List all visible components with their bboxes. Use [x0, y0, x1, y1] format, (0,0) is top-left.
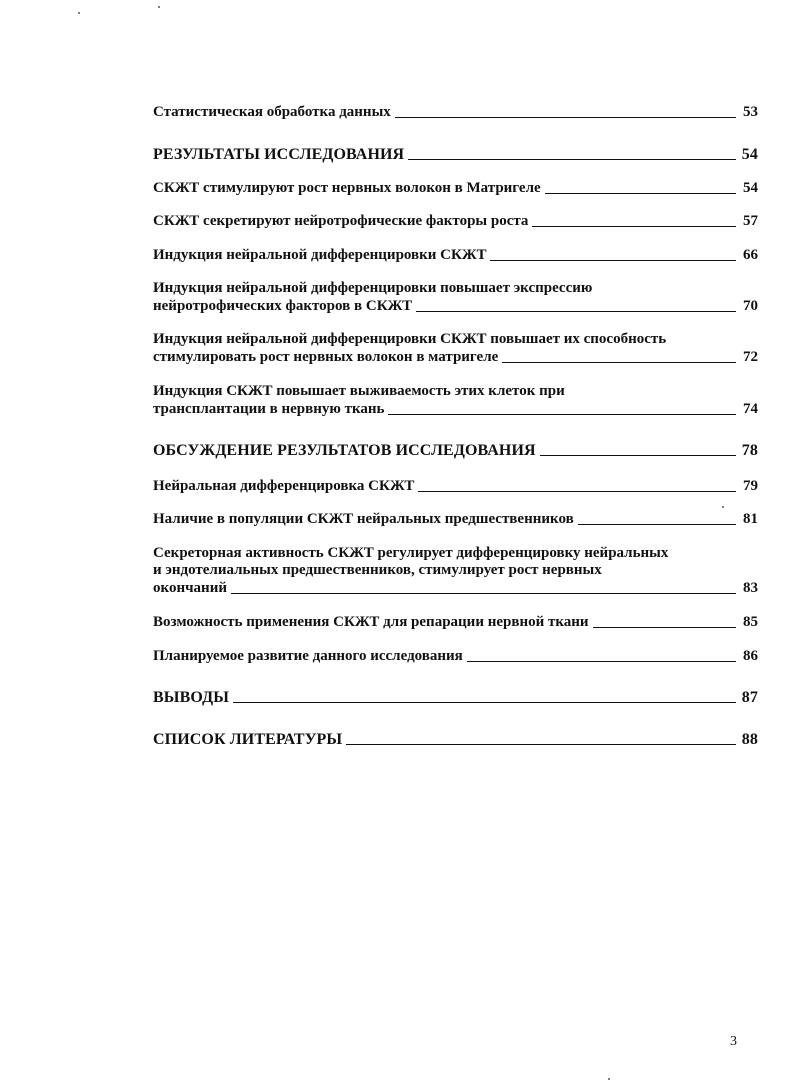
dot-leader — [233, 701, 736, 703]
scan-speck — [722, 506, 724, 508]
toc-entry-title: нейротрофических факторов в СКЖТ — [153, 298, 413, 314]
dot-leader — [408, 158, 736, 160]
toc-entry-title: Планируемое развитие данного исследования — [153, 648, 463, 664]
toc-entry-page: 78 — [741, 442, 758, 459]
toc-entry-row — [153, 579, 758, 597]
toc-entry-line: Индукция нейральной дифференцировки СКЖТ повышает их способность — [153, 331, 667, 347]
toc-entry-references[interactable] — [153, 730, 758, 748]
toc-entry-row — [153, 179, 758, 197]
scan-speck — [158, 6, 160, 8]
toc-entry-line: Индукция СКЖТ повышает выживаемость этих клеток при — [153, 383, 565, 399]
toc-entry-page: 53 — [743, 104, 758, 120]
toc-entry-induction-ability[interactable] — [153, 331, 758, 366]
toc-entry-page: 74 — [743, 401, 758, 417]
toc-entry-title: СКЖТ стимулируют рост нервных волокон в Матригеле — [153, 180, 541, 196]
toc-entry-row — [153, 730, 758, 748]
toc-entry-title: стимулировать рост нервных волокон в матригеле — [153, 349, 499, 365]
toc-entry-title: Индукция нейральной дифференцировки СКЖТ — [153, 247, 487, 263]
toc-entry-row — [153, 510, 758, 528]
toc-entry-row — [153, 441, 758, 459]
toc-entry-row — [153, 103, 758, 121]
dot-leader — [502, 361, 736, 363]
toc-entry-page: 87 — [741, 689, 758, 706]
toc-entry-line: Секреторная активность СКЖТ регулирует дифференцировку нейральных — [153, 545, 669, 561]
toc-entry-title: Статистическая обработка данных — [153, 104, 391, 120]
toc-entry-survival[interactable] — [153, 383, 758, 418]
toc-entry-induction-expression[interactable] — [153, 280, 758, 315]
scan-speck — [608, 1078, 610, 1080]
toc-entry-repair[interactable] — [153, 613, 758, 631]
toc-entry-page: 72 — [743, 349, 758, 365]
toc-entry-precursors[interactable] — [153, 510, 758, 528]
toc-entry-page: 83 — [743, 580, 758, 596]
toc-entry-row — [153, 647, 758, 665]
toc-entry-page: 54 — [743, 180, 758, 196]
toc-entry-line: Индукция нейральной дифференцировки повышает экспрессию — [153, 280, 593, 296]
toc-entry-row — [153, 145, 758, 163]
toc-entry-row — [153, 613, 758, 631]
dot-leader — [467, 660, 736, 662]
toc-entry-title: трансплантации в нервную ткань — [153, 401, 385, 417]
toc-entry-page: 81 — [743, 511, 758, 527]
toc-entry-page: 86 — [743, 648, 758, 664]
dot-leader — [416, 310, 736, 312]
toc-entry-neural-induction[interactable] — [153, 246, 758, 264]
toc-entry-row — [153, 212, 758, 230]
toc-entry-line: и эндотелиальных предшественников, стимулирует рост нервных — [153, 562, 602, 578]
toc-entry-title: ОБСУЖДЕНИЕ РЕЗУЛЬТАТОВ ИССЛЕДОВАНИЯ — [153, 442, 536, 459]
toc-entry-neural-differentiation[interactable] — [153, 477, 758, 495]
toc-entry-secretory-activity[interactable] — [153, 545, 758, 597]
toc-entry-title: окончаний — [153, 580, 227, 596]
toc-entry-row — [153, 246, 758, 264]
toc-entry-row — [153, 400, 758, 418]
dot-leader — [540, 454, 736, 456]
scan-speck — [78, 12, 80, 14]
toc-entry-title: Возможность применения СКЖТ для репарации нервной ткани — [153, 614, 589, 630]
toc-entry-page: 85 — [743, 614, 758, 630]
toc-entry-title: РЕЗУЛЬТАТЫ ИССЛЕДОВАНИЯ — [153, 146, 405, 163]
page-number: 3 — [730, 1034, 737, 1049]
toc-entry-statistics[interactable] — [153, 103, 758, 121]
toc-entry-page: 54 — [741, 146, 758, 163]
toc-entry-nerve-growth[interactable] — [153, 179, 758, 197]
dot-leader — [418, 490, 736, 492]
toc-entry-discussion[interactable] — [153, 441, 758, 459]
toc-entry-future-development[interactable] — [153, 647, 758, 665]
dot-leader — [346, 743, 736, 745]
dot-leader — [388, 413, 736, 415]
toc-entry-title: ВЫВОДЫ — [153, 689, 230, 706]
toc-entry-row — [153, 348, 758, 366]
toc-entry-title: Наличие в популяции СКЖТ нейральных предшественников — [153, 511, 574, 527]
toc-entry-page: 88 — [741, 731, 758, 748]
dot-leader — [593, 626, 736, 628]
dot-leader — [578, 523, 736, 525]
toc-entry-row — [153, 477, 758, 495]
dot-leader — [490, 259, 736, 261]
toc-entry-title: СКЖТ секретируют нейротрофические факторы роста — [153, 213, 529, 229]
toc-entry-row — [153, 297, 758, 315]
toc-entry-neurotrophic-factors[interactable] — [153, 212, 758, 230]
dot-leader — [395, 116, 736, 118]
toc-entry-results[interactable] — [153, 145, 758, 163]
toc-entry-row — [153, 688, 758, 706]
toc-entry-page: 57 — [743, 213, 758, 229]
toc-entry-conclusions[interactable] — [153, 688, 758, 706]
toc-entry-page: 79 — [743, 478, 758, 494]
toc-entry-page: 70 — [743, 298, 758, 314]
toc-entry-page: 66 — [743, 247, 758, 263]
toc-entry-title: Нейральная дифференцировка СКЖТ — [153, 478, 415, 494]
toc-entry-title: СПИСОК ЛИТЕРАТУРЫ — [153, 731, 343, 748]
dot-leader — [545, 192, 736, 194]
dot-leader — [231, 592, 736, 594]
dot-leader — [532, 225, 736, 227]
